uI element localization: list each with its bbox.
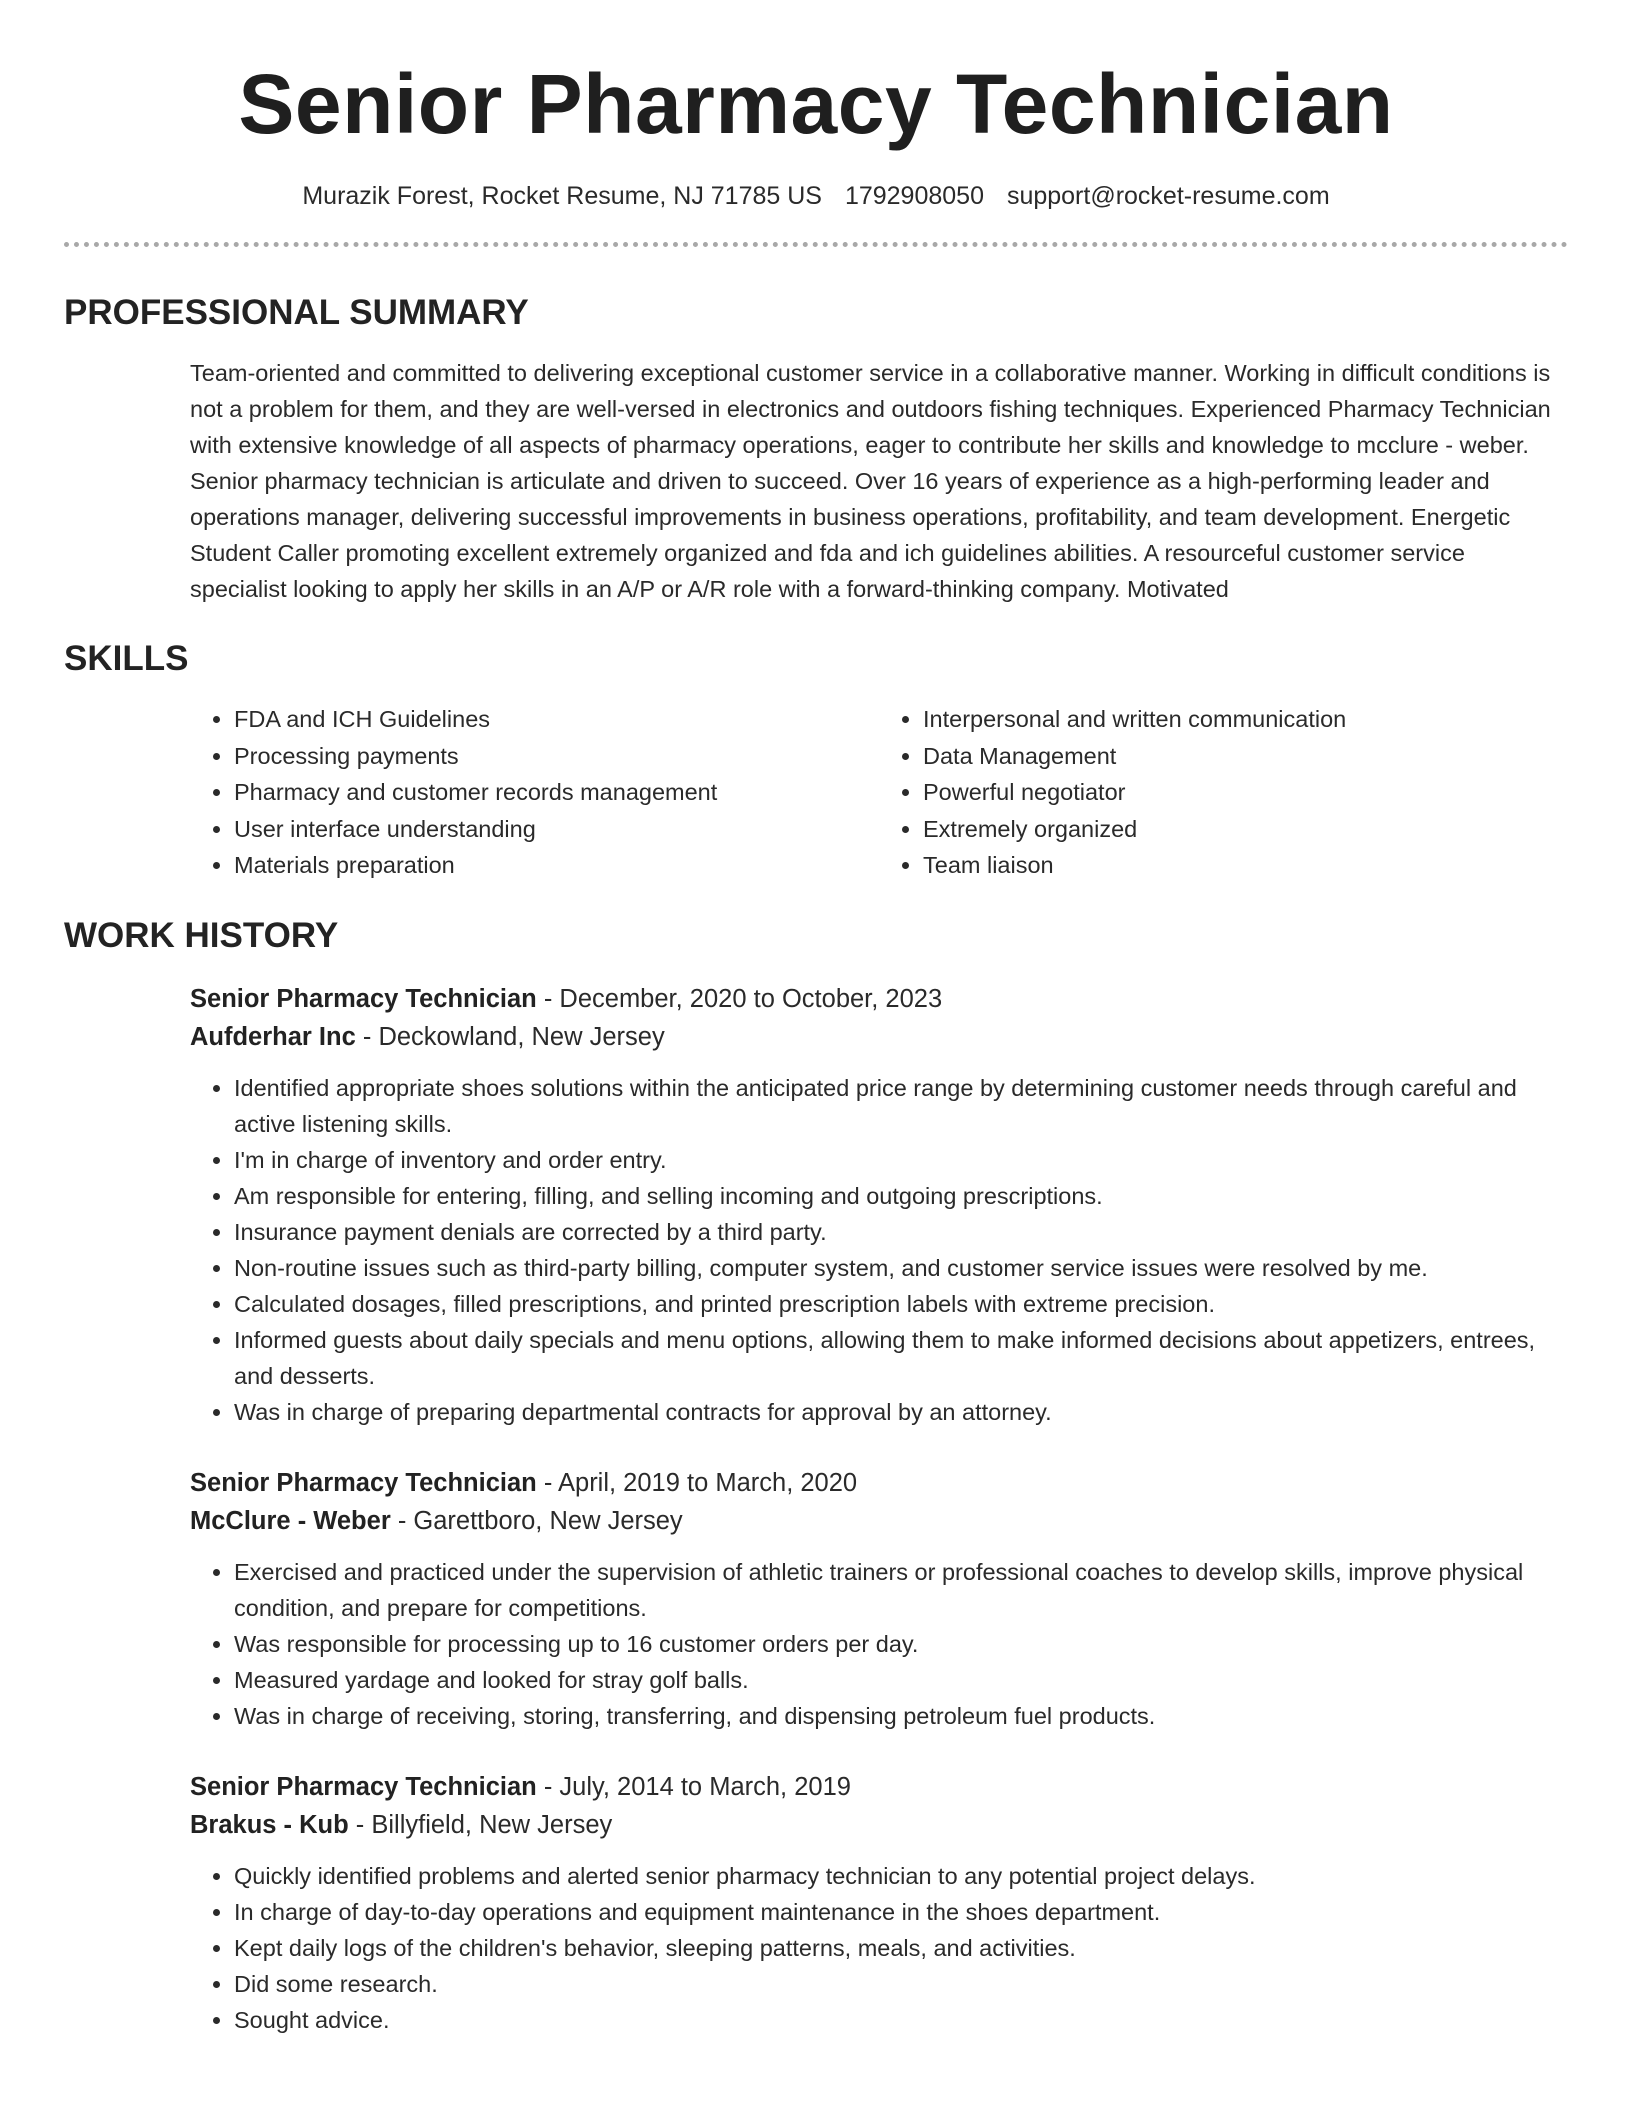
job-bullet: • Insurance payment denials are corrected by a third party. [234,1214,1568,1250]
job-company-line [190,1806,1568,1844]
work-history-heading: WORK HISTORY [64,915,339,955]
job-bullet: • Am responsible for entering, filling, and selling incoming and outgoing prescriptions. [234,1178,1568,1214]
summary-heading: PROFESSIONAL SUMMARY [64,293,529,332]
job-bullets [190,1070,1568,1430]
job-role: Senior Pharmacy Technician [190,984,537,1013]
job-title-line [190,1768,1568,1806]
job-location: - Deckowland, New Jersey [355,1022,665,1051]
resume-name: Senior Pharmacy Technician [238,57,1394,151]
job-entry [190,980,1568,1430]
skills-grid [190,701,1568,884]
summary-text: Team-oriented and committed to delivering exceptional customer service in a collaborative manner. Working in difficult conditions is not a problem for them, and they are well-versed in electronics and outdoors fishing techniques. Experienced Pharmacy Technician with extensive knowledge of all aspects of pharmacy operations, eager to contribute her skills and knowledge to mcclure - weber. Senior pharmacy technician is articulate and driven to succeed. Over 16 years of experience as a high-performing leader and operations manager, delivering successful improvements in business operations, profitability, and team development. Energetic Student Caller promoting excellent extremely organized and fda and ich guidelines abilities. A resourceful customer service specialist looking to apply her skills in an A/P or A/R role with a forward-thinking company. Motivated [190,360,1551,602]
job-dates: - December, 2020 to October, 2023 [536,984,943,1013]
job-bullet: • Did some research. [234,1966,1568,2002]
job-bullet: • Non-routine issues such as third-party billing, computer system, and customer service issues were resolved by me. [234,1250,1568,1286]
skills-column-left [190,701,879,884]
job-bullet: • In charge of day-to-day operations and equipment maintenance in the shoes department. [234,1894,1568,1930]
job-company-line [190,1018,1568,1056]
job-title-line [190,1464,1568,1502]
job-bullet: • Was responsible for processing up to 16 customer orders per day. [234,1626,1568,1662]
contact-line [64,180,1568,212]
job-company: Brakus - Kub [190,1810,349,1839]
skill-item: • Pharmacy and customer records management [234,774,879,811]
job-bullet: • Calculated dosages, filled prescriptions, and printed prescription labels with extreme precision. [234,1286,1568,1322]
skill-item: • Data Management [923,738,1568,775]
skills-section [190,701,1568,884]
job-bullet: • I'm in charge of inventory and order entry. [234,1142,1568,1178]
job-title-line [190,980,1568,1018]
job-dates: - July, 2014 to March, 2019 [536,1772,851,1801]
contact-address: Murazik Forest, Rocket Resume, NJ 71785 US [302,182,822,210]
job-bullet: • Kept daily logs of the children's behavior, sleeping patterns, meals, and activities. [234,1930,1568,1966]
job-bullets [190,1858,1568,2038]
job-entry [190,1768,1568,2038]
skill-item: • Materials preparation [234,847,879,884]
job-bullet: • Identified appropriate shoes solutions within the anticipated price range by determining customer needs through careful and active listening skills. [234,1070,1568,1142]
job-bullet: • Exercised and practiced under the supervision of athletic trainers or professional coaches to develop skills, improve physical condition, and prepare for competitions. [234,1554,1568,1626]
header-divider [64,242,1568,247]
contact-email: support@rocket-resume.com [1006,182,1330,210]
skill-item: • Team liaison [923,847,1568,884]
summary-section [190,355,1568,607]
job-bullet: • Quickly identified problems and alerted senior pharmacy technician to any potential project delays. [234,1858,1568,1894]
skill-item: • Extremely organized [923,811,1568,848]
job-bullet: • Was in charge of receiving, storing, transferring, and dispensing petroleum fuel products. [234,1698,1568,1734]
skill-item: • FDA and ICH Guidelines [234,701,879,738]
job-location: - Garettboro, New Jersey [390,1506,683,1535]
job-location: - Billyfield, New Jersey [348,1810,613,1839]
job-role: Senior Pharmacy Technician [190,1468,537,1497]
skill-item: • Interpersonal and written communication [923,701,1568,738]
job-entry [190,1464,1568,1734]
job-dates: - April, 2019 to March, 2020 [536,1468,858,1497]
skills-heading: SKILLS [64,639,189,678]
job-bullet: • Measured yardage and looked for stray golf balls. [234,1662,1568,1698]
skill-item: • Processing payments [234,738,879,775]
skills-column-right [879,701,1568,884]
job-role: Senior Pharmacy Technician [190,1772,537,1801]
job-bullet: • Sought advice. [234,2002,1568,2038]
skill-item: • User interface understanding [234,811,879,848]
job-company-line [190,1502,1568,1540]
job-bullet: • Informed guests about daily specials and menu options, allowing them to make informed decisions about appetizers, entrees, and desserts. [234,1322,1568,1394]
job-bullet: • Was in charge of preparing departmental contracts for approval by an attorney. [234,1394,1568,1430]
contact-phone: 1792908050 [844,182,984,210]
job-company: McClure - Weber [190,1506,391,1535]
job-bullets [190,1554,1568,1734]
skill-item: • Powerful negotiator [923,774,1568,811]
job-company: Aufderhar Inc [190,1022,356,1051]
work-history-section [190,980,1568,2038]
